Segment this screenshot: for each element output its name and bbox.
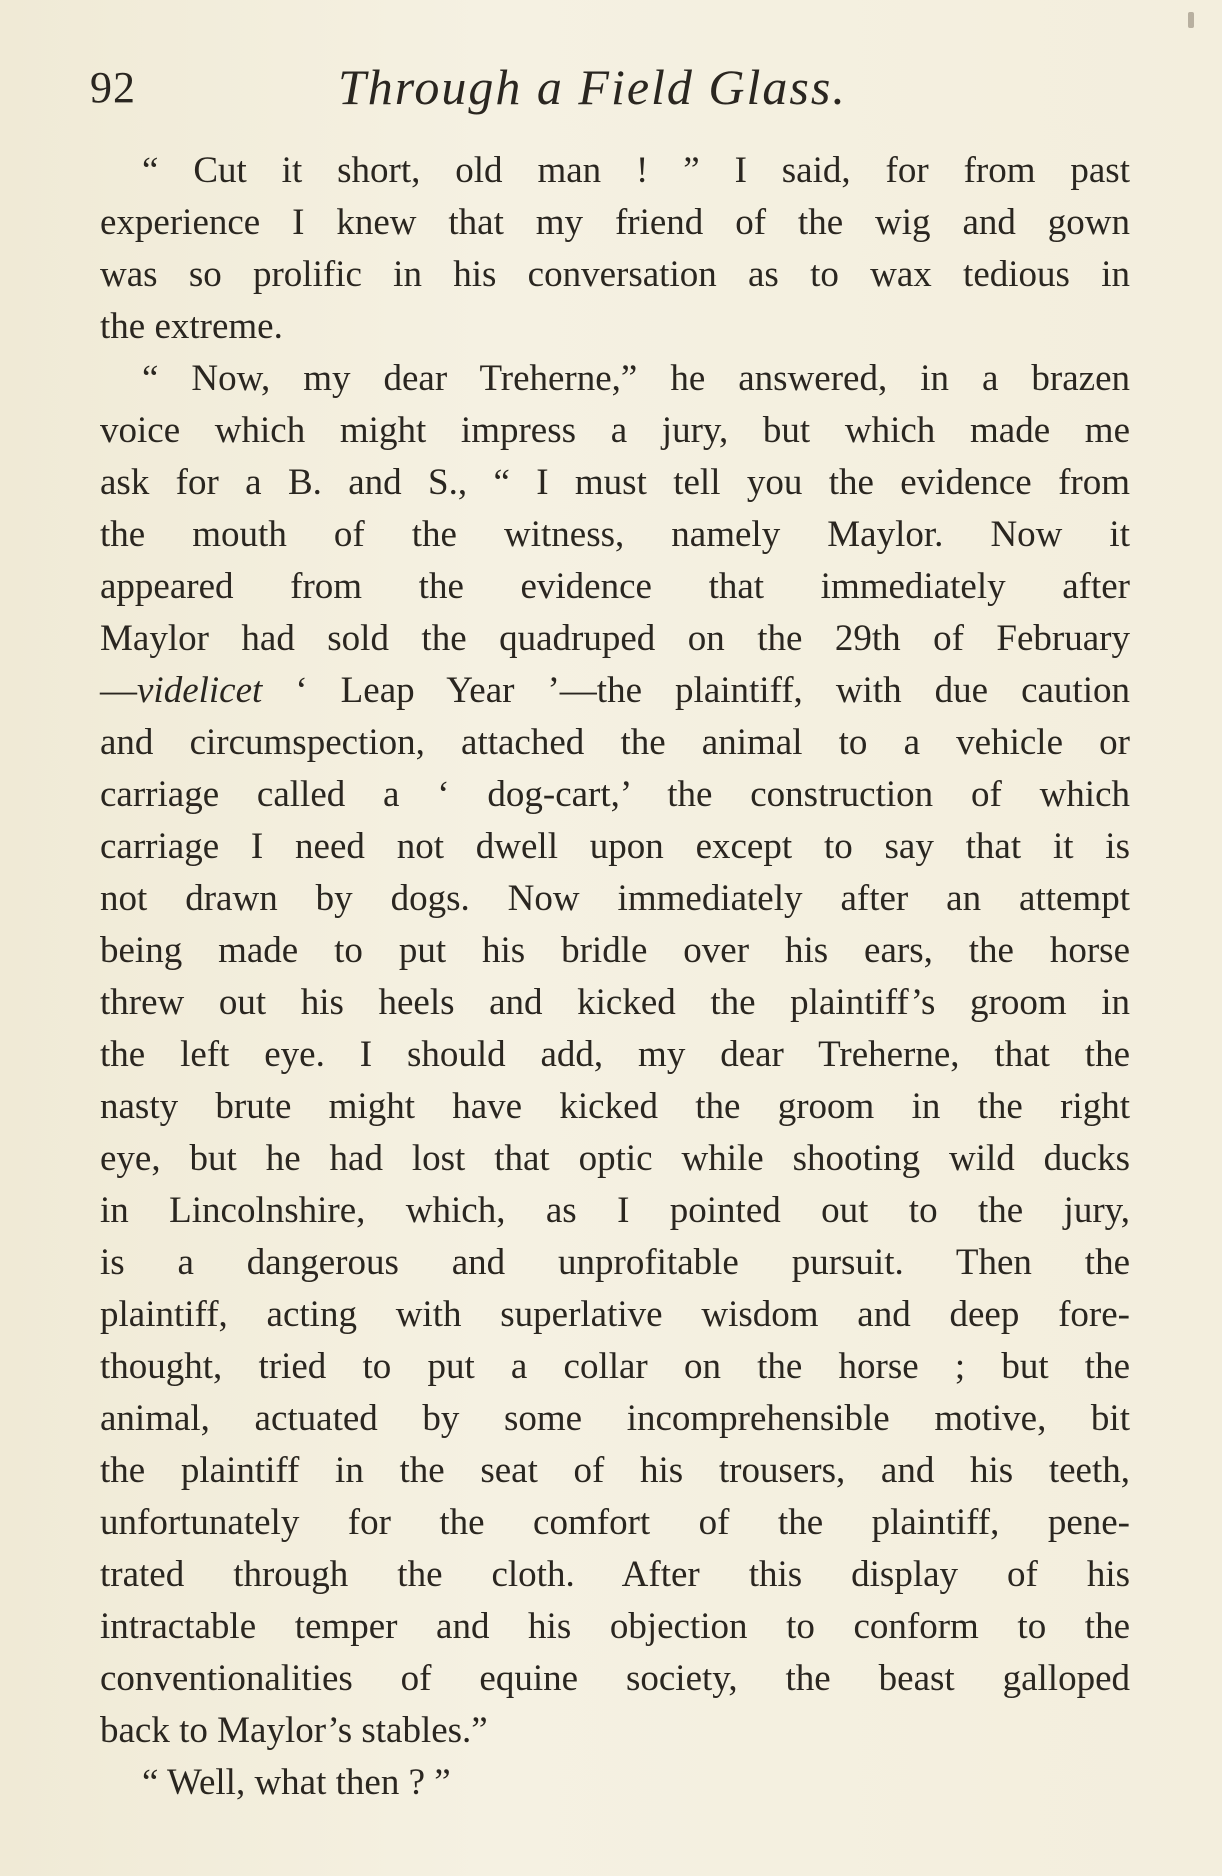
text-line: “ Now, my dear Treherne,” he answered, in a brazen <box>142 358 1130 399</box>
body-text <box>100 145 1130 1809</box>
text-line: was so prolific in his conversation as to wax tedious in <box>100 254 1130 295</box>
text-line: intractable temper and his objection to conform to the <box>100 1606 1130 1647</box>
italic-word: videlicet <box>137 670 263 711</box>
text-line: back to Maylor’s stables.” <box>100 1710 488 1751</box>
scan-mark <box>1188 12 1194 28</box>
text-line: threw out his heels and kicked the plaintiff’s groom in <box>100 982 1130 1023</box>
page-number: 92 <box>90 63 136 112</box>
text-line: the mouth of the witness, namely Maylor. Now it <box>100 514 1130 555</box>
text-line: conventionalities of equine society, the beast galloped <box>100 1658 1130 1699</box>
text-line: trated through the cloth. After this display of his <box>100 1554 1130 1595</box>
text-line: nasty brute might have kicked the groom in the right <box>100 1086 1130 1127</box>
text-line: not drawn by dogs. Now immediately after an attempt <box>100 878 1130 919</box>
text-line: plaintiff, acting with superlative wisdom and deep fore- <box>100 1294 1130 1335</box>
text-line: eye, but he had lost that optic while shooting wild ducks <box>100 1138 1130 1179</box>
text-line: carriage called a ‘ dog-cart,’ the construction of which <box>100 774 1130 815</box>
text-line: “ Well, what then ? ” <box>142 1762 451 1803</box>
text-line: Maylor had sold the quadruped on the 29th of February <box>100 618 1130 659</box>
text-line <box>100 665 1130 717</box>
text-line: ask for a B. and S., “ I must tell you the evidence from <box>100 462 1130 503</box>
text-line: carriage I need not dwell upon except to say that it is <box>100 826 1130 867</box>
page-header <box>90 58 1130 118</box>
text-line: appeared from the evidence that immediately after <box>100 566 1130 607</box>
text-line: voice which might impress a jury, but which made me <box>100 410 1130 451</box>
text-line: in Lincolnshire, which, as I pointed out to the jury, <box>100 1190 1130 1231</box>
text-line: and circumspection, attached the animal to a vehicle or <box>100 722 1130 763</box>
text-line-pre: — <box>100 670 137 711</box>
text-line: the left eye. I should add, my dear Treherne, that the <box>100 1034 1130 1075</box>
text-line: is a dangerous and unprofitable pursuit. Then the <box>100 1242 1130 1283</box>
running-title: Through a Field Glass. <box>338 59 847 115</box>
text-line-post: ‘ Leap Year ’—the plaintiff, with due caution <box>262 670 1130 711</box>
text-line: the plaintiff in the seat of his trousers, and his teeth, <box>100 1450 1130 1491</box>
text-line: “ Cut it short, old man ! ” I said, for from past <box>142 150 1130 191</box>
text-line: thought, tried to put a collar on the horse ; but the <box>100 1346 1130 1387</box>
text-line: unfortunately for the comfort of the plaintiff, pene- <box>100 1502 1130 1543</box>
text-line: the extreme. <box>100 306 283 347</box>
text-line: animal, actuated by some incomprehensible motive, bit <box>100 1398 1130 1439</box>
text-line: being made to put his bridle over his ears, the horse <box>100 930 1130 971</box>
text-line: experience I knew that my friend of the wig and gown <box>100 202 1130 243</box>
